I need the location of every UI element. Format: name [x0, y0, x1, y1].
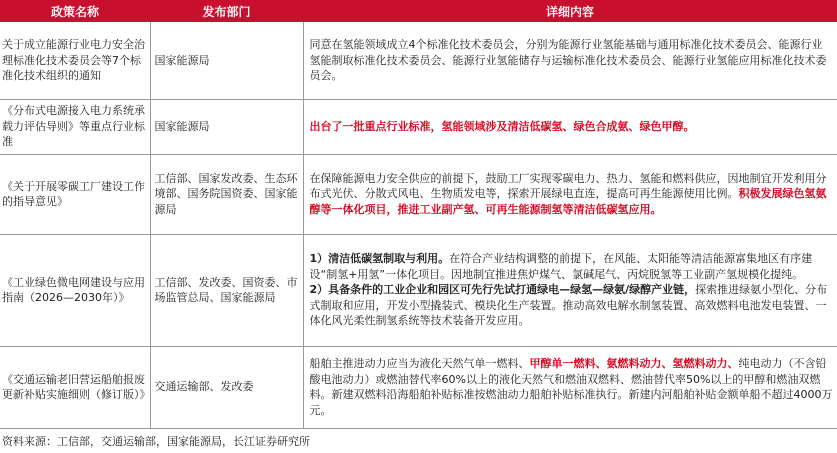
details-cell: [303, 99, 837, 154]
bold-text: 2）具备条件的工业企业和园区可先行先试打通绿电—绿氢—绿氨/绿醇产业链，: [309, 283, 696, 297]
details-cell: [303, 22, 837, 99]
table-row: [0, 154, 837, 234]
policy-name-cell: 《交通运输老旧营运船舶报废更新补贴实施细则（修订版）》: [0, 346, 150, 428]
highlight-text: 甲醇单一燃料、氨燃料动力、氢燃料动力、: [529, 357, 739, 370]
department-cell: 交通运输部、发改委: [150, 346, 303, 428]
details-cell: [303, 234, 837, 346]
header-department: 发布部门: [150, 0, 303, 22]
header-policy-name: 政策名称: [0, 0, 150, 22]
policy-name-cell: 关于成立能源行业电力安全治理标准化技术委员会等7个标准化技术组织的通知: [0, 22, 150, 99]
header-details: 详细内容: [303, 0, 837, 22]
table-row: [0, 99, 837, 154]
detail-text: 在符合产业结构调整的前提下，在风能、太阳能等清洁能源富集地区有序建设“制氢+用氢”一体化项目。因地制宜推进焦炉煤气、氯碱尾气、丙烷脱氢等工业副产氢规模化提纯。: [309, 252, 813, 281]
table-row: [0, 346, 837, 428]
table-row: [0, 234, 837, 346]
department-cell: 国家能源局: [150, 22, 303, 99]
bold-text: 1）清洁低碳氢制取与利用。: [309, 252, 450, 266]
policy-name-cell: 《分布式电源接入电力系统承载力评估导则》等重点行业标准: [0, 99, 150, 154]
details-cell: [303, 154, 837, 234]
highlight-text: 积极发展绿色氢氨醇等一体化项目，推进工业副产氢、可再生能源制氢等清洁低碳氢应用。: [309, 187, 827, 216]
department-cell: 国家能源局: [150, 99, 303, 154]
detail-text: 在保障能源电力安全供应的前提下，鼓励工厂实现零碳电力、热力、氢能和燃料供应，因地制宜开发利用分布式光伏、分散式风电、生物质发电等，探索开展绿电直连，提高可再生能源使用比例。: [309, 171, 827, 201]
source-note: 资料来源：工信部，交通运输部，国家能源局，长江证券研究所: [2, 435, 310, 448]
policy-name-cell: 《工业绿色微电网建设与应用指南（2026—2030年）》: [0, 234, 150, 346]
table-row: [0, 22, 837, 99]
detail-text: 纯电动力（不含铅酸电池动力）或燃油替代率60%以上的液化天然气和燃油双燃料、燃油替代率50%以上的甲醇和燃油双燃料。新建双燃料沿海船舶补贴标准按燃油动力船舶补贴标准执行。新建内河船舶补贴金额单船不超过4000万元。: [309, 357, 833, 417]
table-header-row: [0, 0, 837, 22]
detail-text: 同意在氢能领域成立4个标准化技术委员会，分别为能源行业氢能基础与通用标准化技术委员会、能源行业氢能制取标准化技术委员会、能源行业氢能储存与运输标准化技术委员会、能源行业氢能应用标准化技术委员会。: [309, 38, 827, 82]
policy-name-cell: 《关于开展零碳工厂建设工作的指导意见》: [0, 154, 150, 234]
department-cell: 工信部、发改委、国资委、市场监管总局、国家能源局: [150, 234, 303, 346]
department-cell: 工信部、国家发改委、生态环境部、国务院国资委、国家能源局: [150, 154, 303, 234]
detail-text: 探索推进绿氨小型化、分布式制取和应用，开发小型撬装式、模块化生产装置。推动高效电解水制氢装置、高效燃料电池发电装置、一体化风光柔性制氢系统等技术装备开发应用。: [309, 283, 828, 328]
detail-text: 船舶主推进动力应当为液化天然气单一燃料、: [309, 357, 530, 370]
details-cell: [303, 346, 837, 428]
highlight-text: 出台了一批重点行业标准，氢能领域涉及清洁低碳氢、绿色合成氨、绿色甲醇。: [309, 119, 695, 133]
